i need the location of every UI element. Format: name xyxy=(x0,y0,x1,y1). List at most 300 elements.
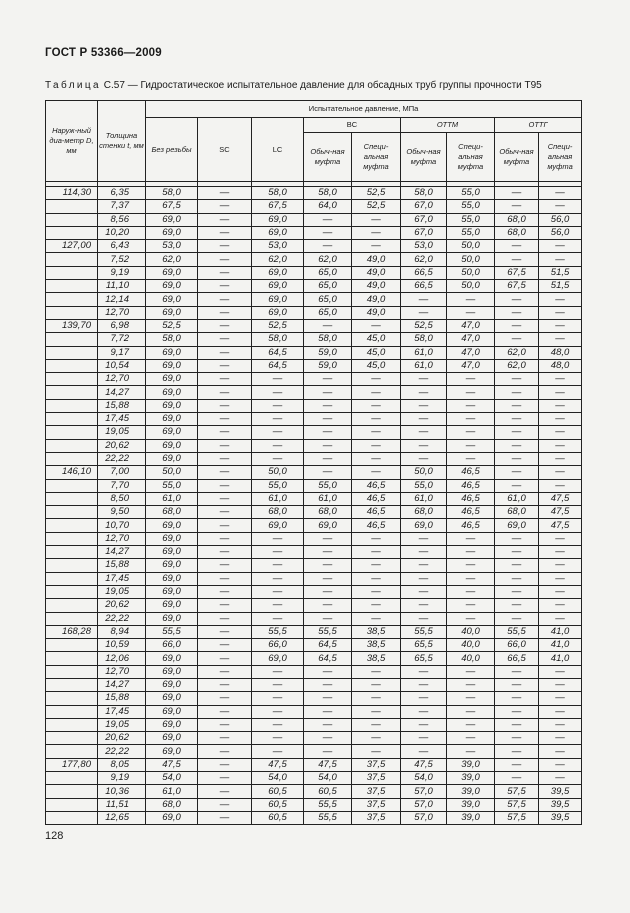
pressure-cell: — xyxy=(252,665,304,678)
pressure-cell: — xyxy=(304,226,352,239)
pressure-cell: — xyxy=(401,399,447,412)
pressure-cell: 53,0 xyxy=(401,240,447,253)
pressure-cell: — xyxy=(304,718,352,731)
table-row xyxy=(46,732,582,745)
pressure-cell: — xyxy=(198,226,252,239)
pressure-cell: — xyxy=(198,333,252,346)
diameter-cell xyxy=(46,519,98,532)
pressure-cell: 39,0 xyxy=(447,811,495,824)
pressure-cell: — xyxy=(352,705,401,718)
pressure-cell: 69,0 xyxy=(252,652,304,665)
pressure-cell: — xyxy=(252,532,304,545)
table-row xyxy=(46,639,582,652)
pressure-cell: 46,5 xyxy=(447,479,495,492)
pressure-cell: — xyxy=(539,612,582,625)
pressure-cell: — xyxy=(198,718,252,731)
wall-thickness-cell: 20,62 xyxy=(98,439,146,452)
pressure-cell: — xyxy=(539,413,582,426)
pressure-cell: — xyxy=(352,439,401,452)
pressure-cell: — xyxy=(495,599,539,612)
pressure-cell: 41,0 xyxy=(539,639,582,652)
table-row xyxy=(46,678,582,691)
wall-thickness-cell: 14,27 xyxy=(98,678,146,691)
col-header-lc: LC xyxy=(252,118,304,182)
pressure-cell: 55,0 xyxy=(447,213,495,226)
pressure-cell: — xyxy=(401,705,447,718)
pressure-cell: 37,5 xyxy=(352,785,401,798)
pressure-cell: 61,0 xyxy=(146,785,198,798)
wall-thickness-cell: 10,36 xyxy=(98,785,146,798)
pressure-cell: — xyxy=(304,466,352,479)
pressure-cell: 69,0 xyxy=(146,572,198,585)
pressure-cell: 61,0 xyxy=(401,359,447,372)
pressure-cell: — xyxy=(198,240,252,253)
pressure-cell: 55,0 xyxy=(447,200,495,213)
pressure-cell: 69,0 xyxy=(146,732,198,745)
wall-thickness-cell: 20,62 xyxy=(98,732,146,745)
pressure-cell: 60,5 xyxy=(252,785,304,798)
pressure-cell: 59,0 xyxy=(304,346,352,359)
diameter-cell xyxy=(46,306,98,319)
pressure-cell: 58,0 xyxy=(252,187,304,200)
pressure-cell: — xyxy=(495,572,539,585)
pressure-cell: — xyxy=(447,559,495,572)
pressure-cell: — xyxy=(401,373,447,386)
wall-thickness-cell: 15,88 xyxy=(98,692,146,705)
pressure-cell: — xyxy=(539,705,582,718)
pressure-cell: 57,0 xyxy=(401,811,447,824)
diameter-cell xyxy=(46,546,98,559)
wall-thickness-cell: 12,14 xyxy=(98,293,146,306)
pressure-cell: — xyxy=(447,612,495,625)
pressure-cell: 52,5 xyxy=(352,187,401,200)
pressure-cell: — xyxy=(198,439,252,452)
pressure-cell: 55,0 xyxy=(146,479,198,492)
pressure-cell: — xyxy=(539,758,582,771)
pressure-cell: — xyxy=(304,732,352,745)
pressure-cell: 45,0 xyxy=(352,333,401,346)
pressure-cell: — xyxy=(495,612,539,625)
page-number: 128 xyxy=(45,830,64,842)
diameter-cell: 146,10 xyxy=(46,466,98,479)
pressure-cell: 62,0 xyxy=(146,253,198,266)
table-row xyxy=(46,306,582,319)
wall-thickness-cell: 12,70 xyxy=(98,665,146,678)
pressure-cell: 58,0 xyxy=(401,187,447,200)
pressure-cell: 52,5 xyxy=(146,319,198,332)
pressure-cell: 69,0 xyxy=(146,266,198,279)
pressure-cell: — xyxy=(252,386,304,399)
diameter-cell xyxy=(46,426,98,439)
pressure-cell: 49,0 xyxy=(352,266,401,279)
col-header-ottg: ОТТГ xyxy=(495,118,582,133)
wall-thickness-cell: 7,52 xyxy=(98,253,146,266)
pressure-cell: 46,5 xyxy=(447,466,495,479)
pressure-cell: 46,5 xyxy=(352,492,401,505)
diameter-cell xyxy=(46,532,98,545)
pressure-cell: — xyxy=(304,532,352,545)
pressure-cell: — xyxy=(352,678,401,691)
diameter-cell xyxy=(46,718,98,731)
pressure-cell: — xyxy=(304,745,352,758)
wall-thickness-cell: 12,06 xyxy=(98,652,146,665)
pressure-cell: 57,0 xyxy=(401,798,447,811)
table-body xyxy=(46,187,582,825)
table-row xyxy=(46,466,582,479)
pressure-cell: 49,0 xyxy=(352,306,401,319)
pressure-cell: 39,0 xyxy=(447,772,495,785)
pressure-cell: 69,0 xyxy=(146,306,198,319)
diameter-cell xyxy=(46,506,98,519)
pressure-cell: — xyxy=(252,718,304,731)
diameter-cell xyxy=(46,413,98,426)
pressure-cell: — xyxy=(539,572,582,585)
pressure-cell: — xyxy=(495,546,539,559)
pressure-cell: 38,5 xyxy=(352,639,401,652)
pressure-cell: — xyxy=(401,532,447,545)
pressure-cell: — xyxy=(252,745,304,758)
pressure-cell: — xyxy=(198,280,252,293)
pressure-cell: 65,5 xyxy=(401,639,447,652)
pressure-cell: — xyxy=(304,386,352,399)
pressure-cell: 55,5 xyxy=(252,625,304,638)
pressure-cell: 65,0 xyxy=(304,306,352,319)
pressure-cell: 69,0 xyxy=(495,519,539,532)
pressure-cell: — xyxy=(304,678,352,691)
pressure-cell: 60,5 xyxy=(304,785,352,798)
pressure-cell: 45,0 xyxy=(352,346,401,359)
pressure-cell: 68,0 xyxy=(495,213,539,226)
pressure-cell: 54,0 xyxy=(146,772,198,785)
pressure-cell: 61,0 xyxy=(401,346,447,359)
pressure-cell: — xyxy=(198,519,252,532)
pressure-cell: — xyxy=(539,187,582,200)
pressure-cell: — xyxy=(252,426,304,439)
col-header-no-thread: Без резьбы xyxy=(146,118,198,182)
pressure-cell: 55,5 xyxy=(146,625,198,638)
diameter-cell xyxy=(46,732,98,745)
pressure-cell: — xyxy=(252,732,304,745)
pressure-cell: — xyxy=(539,452,582,465)
pressure-cell: — xyxy=(198,532,252,545)
pressure-cell: — xyxy=(495,373,539,386)
pressure-cell: — xyxy=(495,758,539,771)
pressure-cell: 69,0 xyxy=(146,532,198,545)
pressure-cell: — xyxy=(304,213,352,226)
table-row xyxy=(46,492,582,505)
pressure-cell: — xyxy=(252,546,304,559)
col-header-ottg-regular: Обыч-ная муфта xyxy=(495,133,539,182)
pressure-cell: — xyxy=(352,745,401,758)
pressure-cell: — xyxy=(495,187,539,200)
pressure-cell: — xyxy=(495,413,539,426)
diameter-cell xyxy=(46,452,98,465)
pressure-cell: 58,0 xyxy=(146,333,198,346)
diameter-cell xyxy=(46,333,98,346)
col-header-ottm: ОТТМ xyxy=(401,118,495,133)
col-header-ottm-special: Специ-альная муфта xyxy=(447,133,495,182)
pressure-cell: — xyxy=(352,373,401,386)
pressure-cell: — xyxy=(401,572,447,585)
pressure-cell: 69,0 xyxy=(252,293,304,306)
pressure-cell: — xyxy=(352,718,401,731)
pressure-cell: 58,0 xyxy=(252,333,304,346)
table-row xyxy=(46,399,582,412)
diameter-cell xyxy=(46,572,98,585)
pressure-cell: — xyxy=(304,665,352,678)
pressure-cell: — xyxy=(447,546,495,559)
table-row xyxy=(46,559,582,572)
pressure-cell: — xyxy=(304,452,352,465)
pressure-cell: — xyxy=(198,293,252,306)
wall-thickness-cell: 10,70 xyxy=(98,519,146,532)
table-row xyxy=(46,811,582,824)
table-row xyxy=(46,692,582,705)
pressure-cell: 61,0 xyxy=(304,492,352,505)
table-caption-label: Таблица xyxy=(45,80,102,91)
pressure-cell: 69,0 xyxy=(146,293,198,306)
pressure-cell: — xyxy=(352,399,401,412)
pressure-table xyxy=(45,100,582,825)
pressure-cell: — xyxy=(495,665,539,678)
table-row xyxy=(46,772,582,785)
pressure-cell: — xyxy=(352,546,401,559)
pressure-cell: — xyxy=(495,772,539,785)
pressure-cell: 39,5 xyxy=(539,798,582,811)
pressure-cell: 61,0 xyxy=(146,492,198,505)
wall-thickness-cell: 17,45 xyxy=(98,705,146,718)
wall-thickness-cell: 8,50 xyxy=(98,492,146,505)
wall-thickness-cell: 9,17 xyxy=(98,346,146,359)
pressure-cell: — xyxy=(198,479,252,492)
wall-thickness-cell: 14,27 xyxy=(98,386,146,399)
pressure-cell: 57,0 xyxy=(401,785,447,798)
pressure-cell: 37,5 xyxy=(352,811,401,824)
col-header-ottm-regular: Обыч-ная муфта xyxy=(401,133,447,182)
pressure-cell: 69,0 xyxy=(401,519,447,532)
diameter-cell xyxy=(46,479,98,492)
pressure-cell: 69,0 xyxy=(304,519,352,532)
pressure-cell: — xyxy=(447,426,495,439)
diameter-cell xyxy=(46,785,98,798)
pressure-cell: — xyxy=(495,479,539,492)
pressure-cell: — xyxy=(304,599,352,612)
pressure-cell: — xyxy=(539,253,582,266)
diameter-cell xyxy=(46,585,98,598)
pressure-cell: 69,0 xyxy=(252,213,304,226)
wall-thickness-cell: 6,35 xyxy=(98,187,146,200)
pressure-cell: 46,5 xyxy=(447,492,495,505)
col-header-ottg-special: Специ-альная муфта xyxy=(539,133,582,182)
pressure-cell: 69,0 xyxy=(146,280,198,293)
diameter-cell: 168,28 xyxy=(46,625,98,638)
pressure-cell: 50,0 xyxy=(447,280,495,293)
pressure-cell: 37,5 xyxy=(352,798,401,811)
pressure-cell: 66,5 xyxy=(495,652,539,665)
pressure-cell: — xyxy=(539,678,582,691)
pressure-cell: — xyxy=(252,612,304,625)
pressure-cell: — xyxy=(198,266,252,279)
pressure-cell: — xyxy=(198,652,252,665)
pressure-cell: — xyxy=(447,585,495,598)
pressure-cell: 47,5 xyxy=(539,519,582,532)
pressure-cell: — xyxy=(539,718,582,731)
pressure-cell: 60,5 xyxy=(252,798,304,811)
pressure-cell: — xyxy=(447,399,495,412)
pressure-cell: — xyxy=(495,333,539,346)
table-row xyxy=(46,745,582,758)
pressure-cell: 69,0 xyxy=(146,346,198,359)
pressure-cell: — xyxy=(447,572,495,585)
pressure-cell: — xyxy=(495,678,539,691)
pressure-cell: — xyxy=(401,306,447,319)
wall-thickness-cell: 22,22 xyxy=(98,612,146,625)
diameter-cell xyxy=(46,359,98,372)
pressure-cell: 55,5 xyxy=(495,625,539,638)
pressure-cell: 52,5 xyxy=(252,319,304,332)
pressure-cell: 69,0 xyxy=(146,226,198,239)
pressure-cell: 52,5 xyxy=(401,319,447,332)
pressure-cell: 67,5 xyxy=(495,280,539,293)
wall-thickness-cell: 8,05 xyxy=(98,758,146,771)
pressure-cell: 62,0 xyxy=(304,253,352,266)
pressure-cell: 47,0 xyxy=(447,359,495,372)
pressure-cell: — xyxy=(304,612,352,625)
pressure-cell: — xyxy=(352,532,401,545)
pressure-cell: — xyxy=(495,253,539,266)
pressure-cell: — xyxy=(401,546,447,559)
pressure-cell: — xyxy=(198,678,252,691)
pressure-cell: — xyxy=(304,705,352,718)
diameter-cell xyxy=(46,253,98,266)
pressure-cell: 68,0 xyxy=(146,506,198,519)
diameter-cell xyxy=(46,652,98,665)
diameter-cell xyxy=(46,599,98,612)
pressure-cell: — xyxy=(198,466,252,479)
pressure-cell: — xyxy=(401,665,447,678)
pressure-cell: — xyxy=(447,705,495,718)
table-row xyxy=(46,319,582,332)
pressure-cell: — xyxy=(447,745,495,758)
pressure-cell: 66,0 xyxy=(252,639,304,652)
wall-thickness-cell: 15,88 xyxy=(98,559,146,572)
pressure-cell: — xyxy=(495,532,539,545)
wall-thickness-cell: 10,59 xyxy=(98,639,146,652)
pressure-cell: — xyxy=(401,293,447,306)
pressure-cell: 67,0 xyxy=(401,200,447,213)
pressure-cell: — xyxy=(539,306,582,319)
pressure-cell: 67,5 xyxy=(146,200,198,213)
pressure-cell: — xyxy=(304,426,352,439)
pressure-cell: — xyxy=(352,612,401,625)
pressure-cell: — xyxy=(539,466,582,479)
pressure-cell: 39,0 xyxy=(447,785,495,798)
pressure-cell: — xyxy=(198,319,252,332)
pressure-cell: 69,0 xyxy=(146,745,198,758)
diameter-cell xyxy=(46,266,98,279)
table-row xyxy=(46,785,582,798)
pressure-cell: 45,0 xyxy=(352,359,401,372)
pressure-cell: 69,0 xyxy=(146,373,198,386)
pressure-cell: — xyxy=(352,226,401,239)
pressure-cell: 67,5 xyxy=(252,200,304,213)
table-row xyxy=(46,386,582,399)
pressure-cell: — xyxy=(539,319,582,332)
pressure-cell: — xyxy=(447,413,495,426)
pressure-cell: — xyxy=(495,452,539,465)
diameter-cell xyxy=(46,213,98,226)
table-row xyxy=(46,665,582,678)
diameter-cell xyxy=(46,745,98,758)
pressure-cell: 69,0 xyxy=(252,226,304,239)
pressure-cell: — xyxy=(447,678,495,691)
pressure-cell: — xyxy=(198,811,252,824)
pressure-cell: — xyxy=(539,386,582,399)
pressure-cell: 69,0 xyxy=(146,439,198,452)
table-row xyxy=(46,359,582,372)
pressure-cell: — xyxy=(198,213,252,226)
table-caption-text: С.57 — Гидростатическое испытательное давление для обсадных труб группы прочности T95 xyxy=(101,80,542,91)
wall-thickness-cell: 9,19 xyxy=(98,266,146,279)
document-header: ГОСТ Р 53366—2009 xyxy=(45,47,162,59)
pressure-cell: — xyxy=(352,386,401,399)
pressure-cell: — xyxy=(401,678,447,691)
wall-thickness-cell: 14,27 xyxy=(98,546,146,559)
pressure-cell: — xyxy=(198,452,252,465)
pressure-cell: 47,5 xyxy=(539,506,582,519)
pressure-cell: — xyxy=(198,359,252,372)
wall-thickness-cell: 7,00 xyxy=(98,466,146,479)
pressure-cell: — xyxy=(198,639,252,652)
pressure-cell: — xyxy=(495,386,539,399)
pressure-cell: — xyxy=(304,546,352,559)
pressure-cell: 66,5 xyxy=(401,266,447,279)
pressure-cell: 54,0 xyxy=(252,772,304,785)
pressure-cell: 48,0 xyxy=(539,346,582,359)
pressure-cell: 67,5 xyxy=(495,266,539,279)
pressure-cell: — xyxy=(304,439,352,452)
col-header-bc-regular: Обыч-ная муфта xyxy=(304,133,352,182)
pressure-cell: 69,0 xyxy=(146,452,198,465)
pressure-cell: — xyxy=(447,386,495,399)
pressure-cell: — xyxy=(198,200,252,213)
pressure-cell: 69,0 xyxy=(146,546,198,559)
diameter-cell xyxy=(46,346,98,359)
diameter-cell xyxy=(46,705,98,718)
diameter-cell xyxy=(46,559,98,572)
pressure-cell: — xyxy=(495,692,539,705)
pressure-cell: 50,0 xyxy=(447,253,495,266)
pressure-cell: — xyxy=(401,452,447,465)
pressure-cell: — xyxy=(401,413,447,426)
pressure-cell: 47,5 xyxy=(146,758,198,771)
pressure-cell: 46,5 xyxy=(352,506,401,519)
pressure-cell: 46,5 xyxy=(447,506,495,519)
pressure-cell: 64,5 xyxy=(252,346,304,359)
pressure-cell: 49,0 xyxy=(352,293,401,306)
table-row xyxy=(46,479,582,492)
pressure-cell: — xyxy=(352,585,401,598)
pressure-cell: — xyxy=(447,306,495,319)
pressure-cell: — xyxy=(495,319,539,332)
table-row xyxy=(46,213,582,226)
pressure-cell: — xyxy=(304,692,352,705)
pressure-cell: — xyxy=(198,413,252,426)
pressure-cell: 58,0 xyxy=(401,333,447,346)
diameter-cell: 114,30 xyxy=(46,187,98,200)
pressure-cell: 46,5 xyxy=(352,519,401,532)
wall-thickness-cell: 6,43 xyxy=(98,240,146,253)
